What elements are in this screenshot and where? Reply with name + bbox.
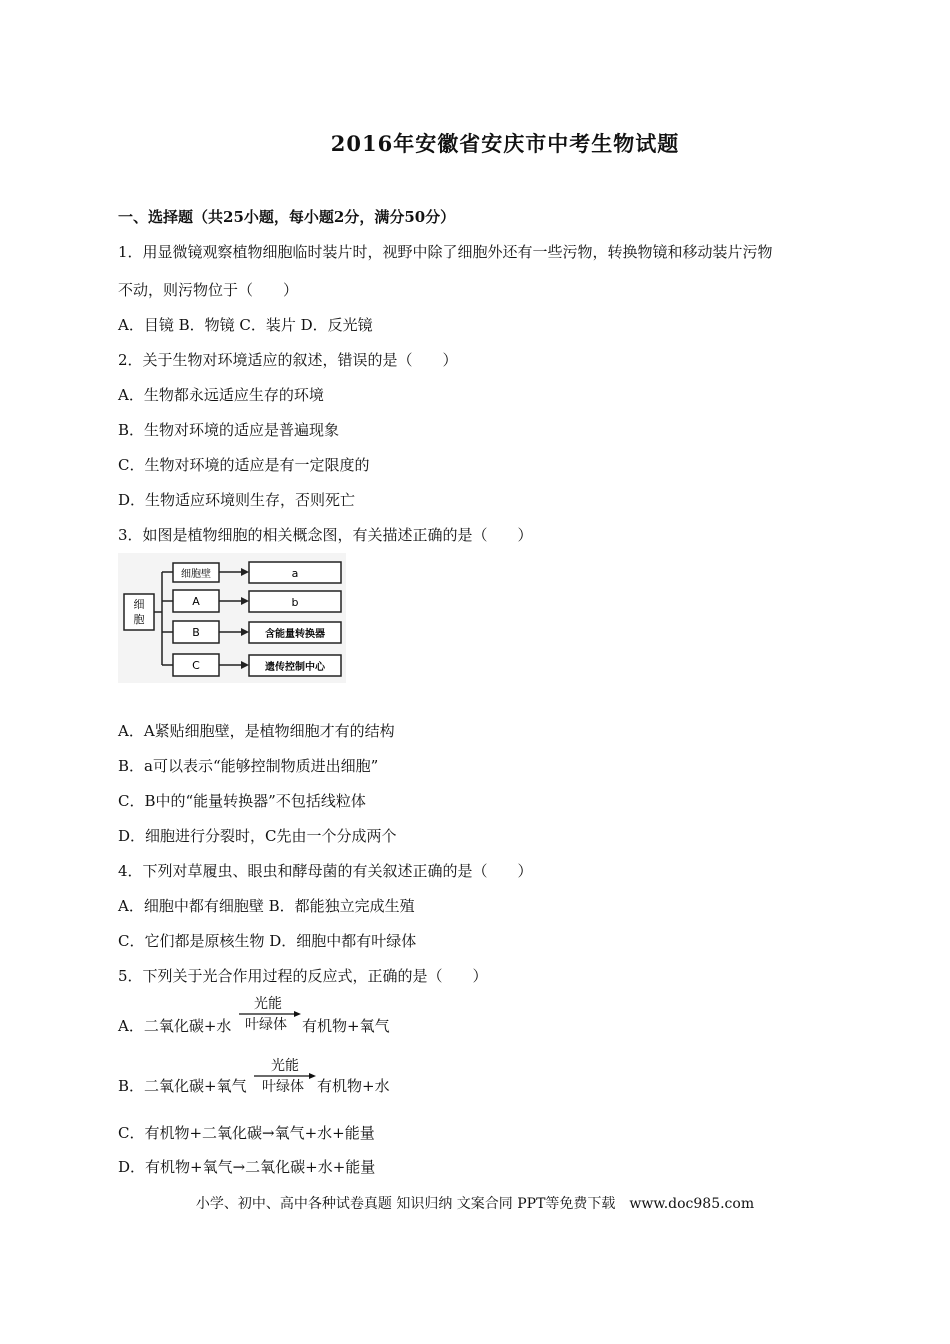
q5-option-a-left: A．二氧化碳+水 xyxy=(118,1017,232,1035)
q3-option-c: C．B中的“能量转换器”不包括线粒体 xyxy=(118,792,366,810)
diagram-target-label-2: 含能量转换器 xyxy=(265,629,325,640)
q5-b-reaction-arrow xyxy=(254,1055,316,1095)
q1-options: A．目镜 B．物镜 C．装片 D．反光镜 xyxy=(118,316,373,334)
q3-option-d: D．细胞进行分裂时，C先由一个分成两个 xyxy=(118,827,397,845)
diagram-node-label-2: B xyxy=(192,626,200,639)
q5-option-a-right: 有机物+氧气 xyxy=(302,1017,390,1035)
q4-options-ab: A．细胞中都有细胞壁 B．都能独立完成生殖 xyxy=(118,897,415,915)
diagram-node-label-3: C xyxy=(192,659,200,672)
page-footer: 小学、初中、高中各种试卷真题 知识归纳 文案合同 PPT等免费下载 www.doc985.com xyxy=(195,1196,755,1212)
q3-option-b: B．a可以表示“能够控制物质进出细胞” xyxy=(118,757,379,775)
q1-stem-line2: 不动，则污物位于（ ） xyxy=(118,281,299,299)
section-heading: 一、选择题（共25小题，每小题2分，满分50分） xyxy=(118,208,456,226)
page-title: 2016年安徽省安庆市中考生物试题 xyxy=(330,131,680,156)
q5-a-reaction-arrow xyxy=(239,993,301,1033)
q5-option-d: D．有机物+氧气→二氧化碳+水+能量 xyxy=(118,1158,376,1176)
q5-a-condition-bottom: 叶绿体 xyxy=(245,1017,287,1033)
q5-b-condition-top: 光能 xyxy=(271,1058,299,1074)
q3-option-a: A．A紧贴细胞壁，是植物细胞才有的结构 xyxy=(118,722,395,740)
diagram-target-label-1: b xyxy=(291,596,299,609)
diagram-node-label-1: A xyxy=(192,595,200,608)
diagram-target-label-0: a xyxy=(291,567,299,580)
q5-option-c: C．有机物+二氧化碳→氧气+水+能量 xyxy=(118,1124,375,1142)
q2-stem: 2．关于生物对环境适应的叙述，错误的是（ ） xyxy=(118,351,458,369)
q5-a-condition-top: 光能 xyxy=(254,996,282,1012)
q2-option-a: A．生物都永远适应生存的环境 xyxy=(118,386,324,404)
q5-stem: 5．下列关于光合作用过程的反应式，正确的是（ ） xyxy=(118,967,488,985)
q5-option-b-left: B．二氧化碳+氧气 xyxy=(118,1077,247,1095)
q1-stem-line1: 1．用显微镜观察植物细胞临时装片时，视野中除了细胞外还有一些污物，转换物镜和移动装片污物 xyxy=(118,243,773,261)
q5-b-condition-bottom: 叶绿体 xyxy=(262,1079,304,1095)
diagram-root-label-1: 细 xyxy=(133,598,145,611)
cell-concept-diagram xyxy=(118,553,346,683)
diagram-node-label-0: 细胞壁 xyxy=(181,569,211,580)
q2-option-b: B．生物对环境的适应是普遍现象 xyxy=(118,421,340,439)
q4-stem: 4．下列对草履虫、眼虫和酵母菌的有关叙述正确的是（ ） xyxy=(118,862,533,880)
q3-stem: 3．如图是植物细胞的相关概念图，有关描述正确的是（ ） xyxy=(118,526,533,544)
diagram-target-label-3: 遗传控制中心 xyxy=(265,662,325,673)
q5-option-b-right: 有机物+水 xyxy=(317,1077,390,1095)
q2-option-d: D．生物适应环境则生存，否则死亡 xyxy=(118,491,356,509)
q4-options-cd: C．它们都是原核生物 D．细胞中都有叶绿体 xyxy=(118,932,417,950)
q2-option-c: C．生物对环境的适应是有一定限度的 xyxy=(118,456,370,474)
diagram-root-label-2: 胞 xyxy=(133,613,145,626)
